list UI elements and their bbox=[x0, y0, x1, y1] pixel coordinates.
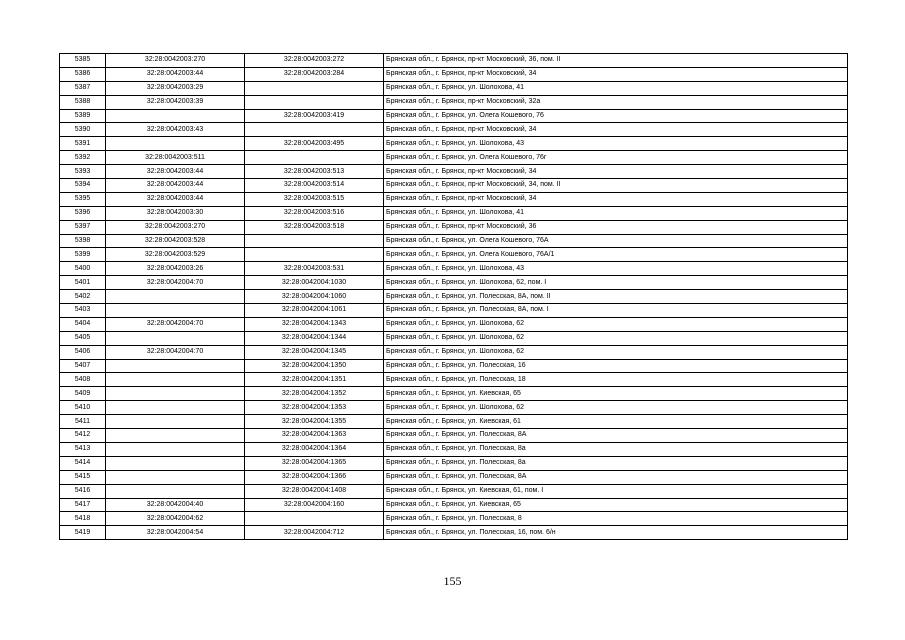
address-cell: Брянская обл., г. Брянск, ул. Шолохова, 62 bbox=[384, 345, 848, 359]
row-number-cell: 5414 bbox=[60, 456, 106, 470]
row-number-cell: 5393 bbox=[60, 165, 106, 179]
table-row bbox=[60, 331, 848, 345]
table-row bbox=[60, 220, 848, 234]
table-row bbox=[60, 95, 848, 109]
address-cell: Брянская обл., г. Брянск, ул. Олега Кошевого, 76г bbox=[384, 151, 848, 165]
building-cadastral-cell: 32:28:0042004:1363 bbox=[245, 429, 384, 443]
building-cadastral-cell: 32:28:0042004:1030 bbox=[245, 276, 384, 290]
row-number-cell: 5398 bbox=[60, 234, 106, 248]
table-row bbox=[60, 179, 848, 193]
building-cadastral-cell: 32:28:0042004:1364 bbox=[245, 442, 384, 456]
table-row bbox=[60, 456, 848, 470]
building-cadastral-cell: 32:28:0042003:513 bbox=[245, 165, 384, 179]
row-number-cell: 5390 bbox=[60, 123, 106, 137]
row-number-cell: 5395 bbox=[60, 192, 106, 206]
parcel-cadastral-cell: 32:28:0042003:44 bbox=[106, 179, 245, 193]
address-cell: Брянская обл., г. Брянск, ул. Шолохова, 62 bbox=[384, 401, 848, 415]
building-cadastral-cell: 32:28:0042004:1408 bbox=[245, 484, 384, 498]
address-cell: Брянская обл., г. Брянск, ул. Шолохова, 41 bbox=[384, 81, 848, 95]
building-cadastral-cell bbox=[245, 95, 384, 109]
row-number-cell: 5417 bbox=[60, 498, 106, 512]
row-number-cell: 5388 bbox=[60, 95, 106, 109]
table-row bbox=[60, 484, 848, 498]
address-cell: Брянская обл., г. Брянск, ул. Киевская, 61, пом. I bbox=[384, 484, 848, 498]
row-number-cell: 5406 bbox=[60, 345, 106, 359]
address-cell: Брянская обл., г. Брянск, ул. Олега Кошевого, 76А/1 bbox=[384, 248, 848, 262]
table-row bbox=[60, 290, 848, 304]
table-row bbox=[60, 165, 848, 179]
page-number: 155 bbox=[443, 574, 462, 588]
table-row bbox=[60, 81, 848, 95]
building-cadastral-cell: 32:28:0042004:1061 bbox=[245, 304, 384, 318]
parcel-cadastral-cell: 32:28:0042003:26 bbox=[106, 262, 245, 276]
address-cell: Брянская обл., г. Брянск, ул. Киевская, 65 bbox=[384, 498, 848, 512]
parcel-cadastral-cell: 32:28:0042003:44 bbox=[106, 165, 245, 179]
address-cell: Брянская обл., г. Брянск, ул. Шолохова, 41 bbox=[384, 206, 848, 220]
building-cadastral-cell bbox=[245, 234, 384, 248]
building-cadastral-cell bbox=[245, 123, 384, 137]
address-cell: Брянская обл., г. Брянск, ул. Полесская, 8А bbox=[384, 429, 848, 443]
building-cadastral-cell: 32:28:0042003:419 bbox=[245, 109, 384, 123]
row-number-cell: 5400 bbox=[60, 262, 106, 276]
row-number-cell: 5403 bbox=[60, 304, 106, 318]
parcel-cadastral-cell bbox=[106, 470, 245, 484]
address-cell: Брянская обл., г. Брянск, ул. Полесская, 8а bbox=[384, 456, 848, 470]
row-number-cell: 5385 bbox=[60, 54, 106, 68]
parcel-cadastral-cell bbox=[106, 331, 245, 345]
parcel-cadastral-cell: 32:28:0042004:40 bbox=[106, 498, 245, 512]
table-row bbox=[60, 429, 848, 443]
address-cell: Брянская обл., г. Брянск, ул. Полесская, 8А, пом. I bbox=[384, 304, 848, 318]
table-row bbox=[60, 234, 848, 248]
address-cell: Брянская обл., г. Брянск, пр-кт Московский, 34, пом. II bbox=[384, 179, 848, 193]
parcel-cadastral-cell bbox=[106, 401, 245, 415]
building-cadastral-cell: 32:28:0042004:1365 bbox=[245, 456, 384, 470]
row-number-cell: 5396 bbox=[60, 206, 106, 220]
building-cadastral-cell: 32:28:0042003:515 bbox=[245, 192, 384, 206]
table-row bbox=[60, 387, 848, 401]
parcel-cadastral-cell bbox=[106, 484, 245, 498]
parcel-cadastral-cell bbox=[106, 290, 245, 304]
address-cell: Брянская обл., г. Брянск, ул. Киевская, 65 bbox=[384, 387, 848, 401]
building-cadastral-cell: 32:28:0042004:1355 bbox=[245, 415, 384, 429]
parcel-cadastral-cell: 32:28:0042003:270 bbox=[106, 54, 245, 68]
row-number-cell: 5407 bbox=[60, 359, 106, 373]
table-row bbox=[60, 262, 848, 276]
parcel-cadastral-cell bbox=[106, 387, 245, 401]
table-row bbox=[60, 54, 848, 68]
row-number-cell: 5412 bbox=[60, 429, 106, 443]
building-cadastral-cell: 32:28:0042004:160 bbox=[245, 498, 384, 512]
parcel-cadastral-cell: 32:28:0042004:62 bbox=[106, 512, 245, 526]
parcel-cadastral-cell bbox=[106, 415, 245, 429]
building-cadastral-cell: 32:28:0042003:284 bbox=[245, 67, 384, 81]
table-row bbox=[60, 123, 848, 137]
address-cell: Брянская обл., г. Брянск, пр-кт Московский, 34 bbox=[384, 67, 848, 81]
parcel-cadastral-cell bbox=[106, 456, 245, 470]
address-cell: Брянская обл., г. Брянск, пр-кт Московский, 36 bbox=[384, 220, 848, 234]
table-body bbox=[60, 54, 848, 540]
address-cell: Брянская обл., г. Брянск, ул. Полесская, 16 bbox=[384, 359, 848, 373]
building-cadastral-cell: 32:28:0042004:1351 bbox=[245, 373, 384, 387]
building-cadastral-cell: 32:28:0042004:712 bbox=[245, 526, 384, 540]
table-row bbox=[60, 151, 848, 165]
parcel-cadastral-cell: 32:28:0042003:529 bbox=[106, 248, 245, 262]
building-cadastral-cell: 32:28:0042003:531 bbox=[245, 262, 384, 276]
table-row bbox=[60, 415, 848, 429]
building-cadastral-cell: 32:28:0042003:514 bbox=[245, 179, 384, 193]
address-cell: Брянская обл., г. Брянск, ул. Полесская, 8а bbox=[384, 442, 848, 456]
row-number-cell: 5418 bbox=[60, 512, 106, 526]
row-number-cell: 5401 bbox=[60, 276, 106, 290]
building-cadastral-cell: 32:28:0042004:1353 bbox=[245, 401, 384, 415]
table-row bbox=[60, 359, 848, 373]
parcel-cadastral-cell: 32:28:0042004:70 bbox=[106, 317, 245, 331]
row-number-cell: 5394 bbox=[60, 179, 106, 193]
table-row bbox=[60, 373, 848, 387]
address-cell: Брянская обл., г. Брянск, ул. Киевская, 61 bbox=[384, 415, 848, 429]
parcel-cadastral-cell bbox=[106, 109, 245, 123]
table-row bbox=[60, 401, 848, 415]
row-number-cell: 5387 bbox=[60, 81, 106, 95]
address-cell: Брянская обл., г. Брянск, ул. Олега Кошевого, 76А bbox=[384, 234, 848, 248]
building-cadastral-cell: 32:28:0042004:1352 bbox=[245, 387, 384, 401]
building-cadastral-cell: 32:28:0042003:516 bbox=[245, 206, 384, 220]
building-cadastral-cell: 32:28:0042004:1350 bbox=[245, 359, 384, 373]
row-number-cell: 5402 bbox=[60, 290, 106, 304]
address-cell: Брянская обл., г. Брянск, ул. Шолохова, 62 bbox=[384, 317, 848, 331]
row-number-cell: 5410 bbox=[60, 401, 106, 415]
table-row bbox=[60, 345, 848, 359]
parcel-cadastral-cell: 32:28:0042003:44 bbox=[106, 67, 245, 81]
parcel-cadastral-cell bbox=[106, 359, 245, 373]
parcel-cadastral-cell: 32:28:0042003:528 bbox=[106, 234, 245, 248]
address-cell: Брянская обл., г. Брянск, пр-кт Московский, 34 bbox=[384, 165, 848, 179]
table-row bbox=[60, 526, 848, 540]
building-cadastral-cell: 32:28:0042004:1060 bbox=[245, 290, 384, 304]
cadastral-table bbox=[59, 53, 848, 540]
building-cadastral-cell bbox=[245, 512, 384, 526]
row-number-cell: 5411 bbox=[60, 415, 106, 429]
parcel-cadastral-cell bbox=[106, 137, 245, 151]
address-cell: Брянская обл., г. Брянск, пр-кт Московский, 32а bbox=[384, 95, 848, 109]
building-cadastral-cell: 32:28:0042004:1345 bbox=[245, 345, 384, 359]
parcel-cadastral-cell bbox=[106, 442, 245, 456]
row-number-cell: 5389 bbox=[60, 109, 106, 123]
table-row bbox=[60, 137, 848, 151]
address-cell: Брянская обл., г. Брянск, пр-кт Московский, 36, пом. II bbox=[384, 54, 848, 68]
building-cadastral-cell: 32:28:0042004:1343 bbox=[245, 317, 384, 331]
row-number-cell: 5409 bbox=[60, 387, 106, 401]
table-row bbox=[60, 206, 848, 220]
table-row bbox=[60, 304, 848, 318]
parcel-cadastral-cell: 32:28:0042003:270 bbox=[106, 220, 245, 234]
address-cell: Брянская обл., г. Брянск, ул. Полесская, 16, пом. 6/н bbox=[384, 526, 848, 540]
address-cell: Брянская обл., г. Брянск, ул. Шолохова, 62, пом. I bbox=[384, 276, 848, 290]
parcel-cadastral-cell: 32:28:0042003:29 bbox=[106, 81, 245, 95]
building-cadastral-cell: 32:28:0042004:1366 bbox=[245, 470, 384, 484]
address-cell: Брянская обл., г. Брянск, ул. Шолохова, 62 bbox=[384, 331, 848, 345]
row-number-cell: 5399 bbox=[60, 248, 106, 262]
parcel-cadastral-cell: 32:28:0042003:511 bbox=[106, 151, 245, 165]
parcel-cadastral-cell: 32:28:0042004:70 bbox=[106, 345, 245, 359]
row-number-cell: 5405 bbox=[60, 331, 106, 345]
row-number-cell: 5386 bbox=[60, 67, 106, 81]
building-cadastral-cell: 32:28:0042003:518 bbox=[245, 220, 384, 234]
table-row bbox=[60, 442, 848, 456]
row-number-cell: 5404 bbox=[60, 317, 106, 331]
parcel-cadastral-cell bbox=[106, 373, 245, 387]
table-row bbox=[60, 248, 848, 262]
address-cell: Брянская обл., г. Брянск, ул. Шолохова, 43 bbox=[384, 137, 848, 151]
row-number-cell: 5419 bbox=[60, 526, 106, 540]
parcel-cadastral-cell: 32:28:0042004:54 bbox=[106, 526, 245, 540]
building-cadastral-cell: 32:28:0042003:272 bbox=[245, 54, 384, 68]
address-cell: Брянская обл., г. Брянск, ул. Полесская, 8А bbox=[384, 470, 848, 484]
table-row bbox=[60, 109, 848, 123]
address-cell: Брянская обл., г. Брянск, ул. Полесская, 8 bbox=[384, 512, 848, 526]
address-cell: Брянская обл., г. Брянск, ул. Полесская, 8А, пом. II bbox=[384, 290, 848, 304]
address-cell: Брянская обл., г. Брянск, ул. Шолохова, 43 bbox=[384, 262, 848, 276]
parcel-cadastral-cell: 32:28:0042003:30 bbox=[106, 206, 245, 220]
address-cell: Брянская обл., г. Брянск, ул. Олега Кошевого, 76 bbox=[384, 109, 848, 123]
table-row bbox=[60, 192, 848, 206]
address-cell: Брянская обл., г. Брянск, пр-кт Московский, 34 bbox=[384, 192, 848, 206]
address-cell: Брянская обл., г. Брянск, ул. Полесская, 18 bbox=[384, 373, 848, 387]
table-row bbox=[60, 276, 848, 290]
table-row bbox=[60, 498, 848, 512]
row-number-cell: 5397 bbox=[60, 220, 106, 234]
table-row bbox=[60, 470, 848, 484]
table-row bbox=[60, 67, 848, 81]
row-number-cell: 5415 bbox=[60, 470, 106, 484]
building-cadastral-cell bbox=[245, 248, 384, 262]
row-number-cell: 5413 bbox=[60, 442, 106, 456]
building-cadastral-cell bbox=[245, 81, 384, 95]
row-number-cell: 5391 bbox=[60, 137, 106, 151]
table-row bbox=[60, 317, 848, 331]
parcel-cadastral-cell: 32:28:0042004:70 bbox=[106, 276, 245, 290]
row-number-cell: 5416 bbox=[60, 484, 106, 498]
parcel-cadastral-cell bbox=[106, 304, 245, 318]
table-row bbox=[60, 512, 848, 526]
building-cadastral-cell: 32:28:0042003:495 bbox=[245, 137, 384, 151]
parcel-cadastral-cell: 32:28:0042003:43 bbox=[106, 123, 245, 137]
parcel-cadastral-cell: 32:28:0042003:44 bbox=[106, 192, 245, 206]
parcel-cadastral-cell: 32:28:0042003:39 bbox=[106, 95, 245, 109]
parcel-cadastral-cell bbox=[106, 429, 245, 443]
building-cadastral-cell: 32:28:0042004:1344 bbox=[245, 331, 384, 345]
building-cadastral-cell bbox=[245, 151, 384, 165]
row-number-cell: 5408 bbox=[60, 373, 106, 387]
address-cell: Брянская обл., г. Брянск, пр-кт Московский, 34 bbox=[384, 123, 848, 137]
row-number-cell: 5392 bbox=[60, 151, 106, 165]
